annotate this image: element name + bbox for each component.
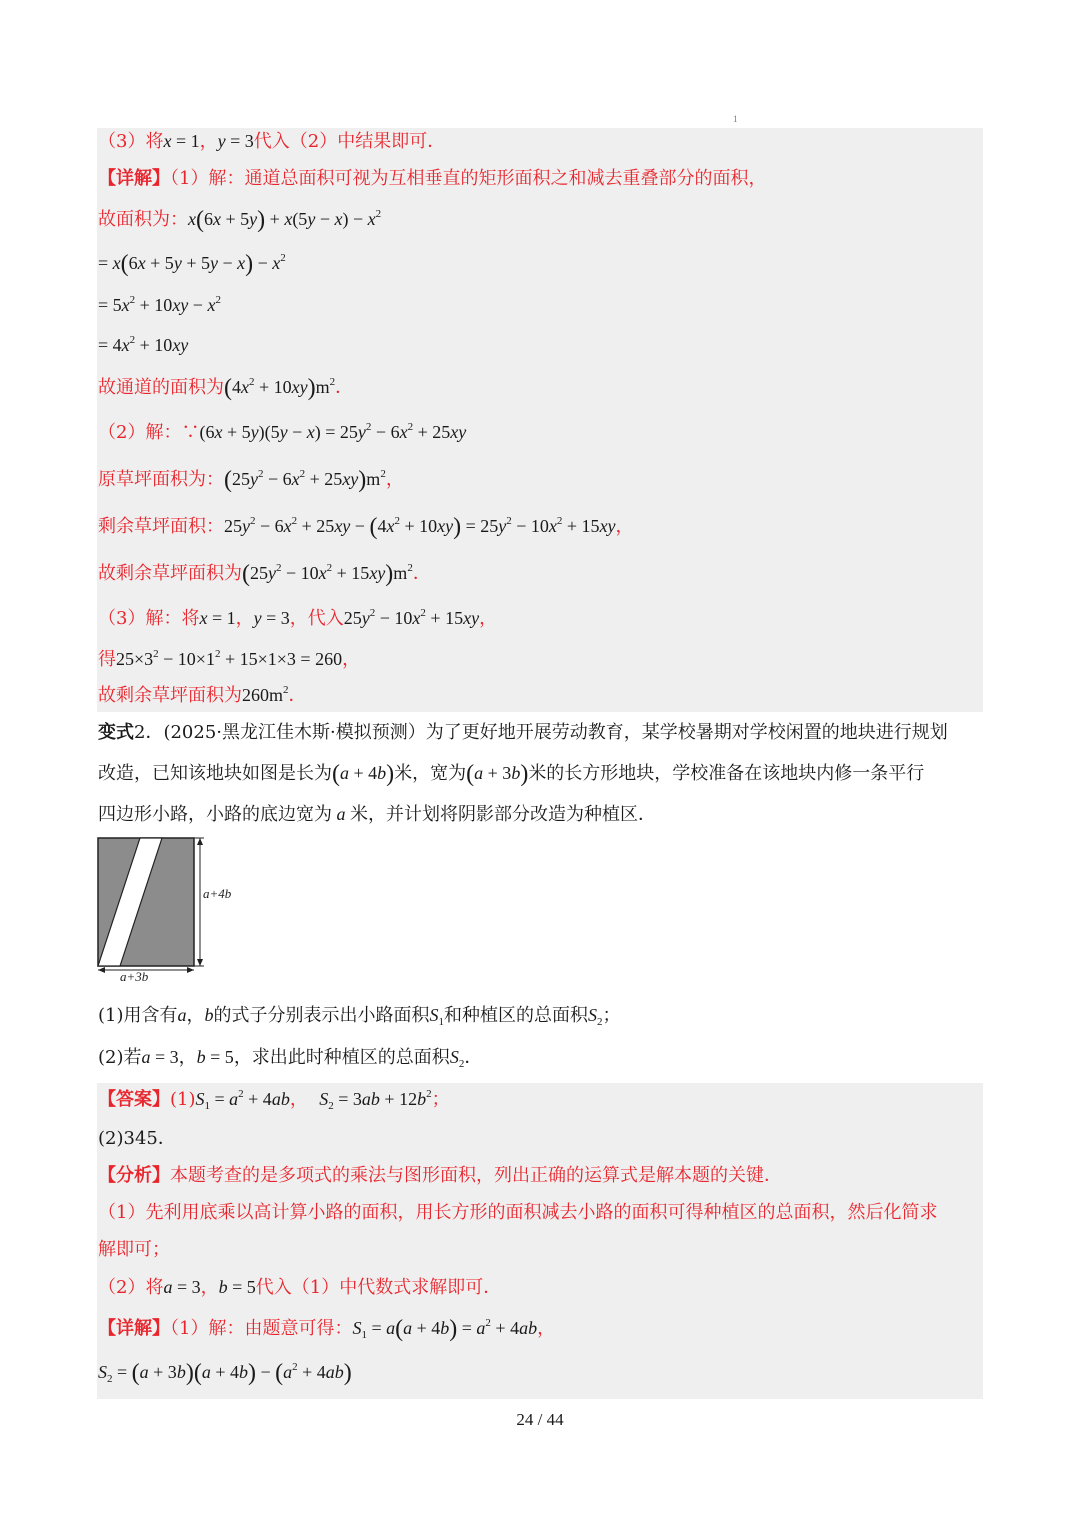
problem2-line3: 四边形小路，小路的底边宽为 a 米，并计划将阴影部分改造为种植区． bbox=[98, 804, 656, 825]
height-arrow-bottom bbox=[197, 959, 203, 966]
solution-panel-2 bbox=[97, 1083, 983, 1399]
page-tick-mark: 1 bbox=[733, 114, 738, 124]
detail2-line: 【详解】（1）解：由题意可得：$S_1 = a(a + 4b) = a^2 + 4ab$， bbox=[98, 1316, 556, 1342]
plot-diagram bbox=[94, 834, 254, 984]
detail2-s2-expression: $S_2 = (a + 3b)(a + 4b) - (a^2 + 4ab)$ bbox=[98, 1360, 352, 1386]
area-step-1: = $x(6x + 5y + 5y - x) - x^2$ bbox=[98, 251, 286, 277]
analysis-step1-line2: 解即可； bbox=[98, 1239, 170, 1260]
problem2-line1: 变式2．(2025·黑龙江佳木斯·模拟预测）为了更好地开展劳动教育，某学校暑期对学校闲置的地块进行规划 bbox=[98, 722, 948, 743]
answer-line-2: (2)345． bbox=[98, 1128, 176, 1149]
height-arrow-top bbox=[197, 838, 203, 845]
detail-line: 【详解】（1）解：通道总面积可视为互相垂直的矩形面积之和减去重叠部分的面积， bbox=[98, 168, 767, 189]
area-conclusion: 故通道的面积为$(4x^2 + 10xy)m^2$． bbox=[98, 375, 354, 401]
page-number: 24 / 44 bbox=[516, 1410, 564, 1429]
width-label: a+3b bbox=[120, 969, 149, 984]
question-1: (1)用含有a，b的式子分别表示出小路面积$S_1$和种植区的总面积$S_2$； bbox=[98, 1005, 621, 1028]
area-step-3: = $4x^2 + 10xy$ bbox=[98, 334, 189, 355]
analysis-step1-line1: （1）先利用底乘以高计算小路的面积，用长方形的面积减去小路的面积可得种植区的总面积，然后化简求 bbox=[98, 1202, 938, 1223]
analysis-line: 【分析】本题考查的是多项式的乘法与图形面积，列出正确的运算式是解本题的关键． bbox=[98, 1165, 782, 1186]
part3-hint: （3）将x = 1，y = 3代入（2）中结果即可． bbox=[98, 131, 446, 152]
problem2-line2: 改造，已知该地块如图是长为(a + 4b)米，宽为(a + 3b)米的长方形地块，学校准备在该地块内修一条平行 bbox=[98, 761, 925, 787]
original-lawn-area: 原草坪面积为：$(25y^2 - 6x^2 + 25xy)m^2$， bbox=[98, 467, 404, 493]
remaining-lawn-expression: 剩余草坪面积：$25y^2 - 6x^2 + 25xy - (4x^2 + 10xy) = 25y^2 - 10x^2 + 15xy$， bbox=[98, 514, 634, 540]
final-conclusion: 故剩余草坪面积为$260m^2$． bbox=[98, 684, 307, 706]
part3-calculation: 得$25\times 3^2 - 10\times 1^2 + 15\times 1\times 3 = 260$， bbox=[98, 648, 361, 670]
area-step-2: = $5x^2 + 10xy - x^2$ bbox=[98, 294, 221, 315]
width-arrow-right bbox=[187, 967, 194, 973]
analysis-step2: （2）将a = 3，b = 5代入（1）中代数式求解即可． bbox=[98, 1277, 502, 1298]
area-expression: 故面积为：$x(6x + 5y) + x(5y - x) - x^2$ bbox=[98, 207, 382, 233]
part3-substitution: （3）解：将x = 1，y = 3，代入$25y^2 - 10x^2 + 15xy$， bbox=[98, 607, 498, 629]
height-label: a+4b bbox=[203, 886, 232, 901]
width-arrow-left bbox=[98, 967, 105, 973]
part2-product: （2）解：∵(6x + $5y)(5y - x) = 25y^2 - 6x^2 + 25xy$ bbox=[98, 421, 467, 443]
question-2: (2)若a = 3，b = 5，求出此时种植区的总面积$S_2$． bbox=[98, 1047, 483, 1070]
answer-line-1: 【答案】$(1)S_1 = a^2 + 4ab$， $S_2 = 3ab + 12b^2$； bbox=[98, 1088, 450, 1112]
remaining-lawn-conclusion: 故剩余草坪面积为$(25y^2 - 10x^2 + 15xy)m^2$． bbox=[98, 561, 431, 587]
